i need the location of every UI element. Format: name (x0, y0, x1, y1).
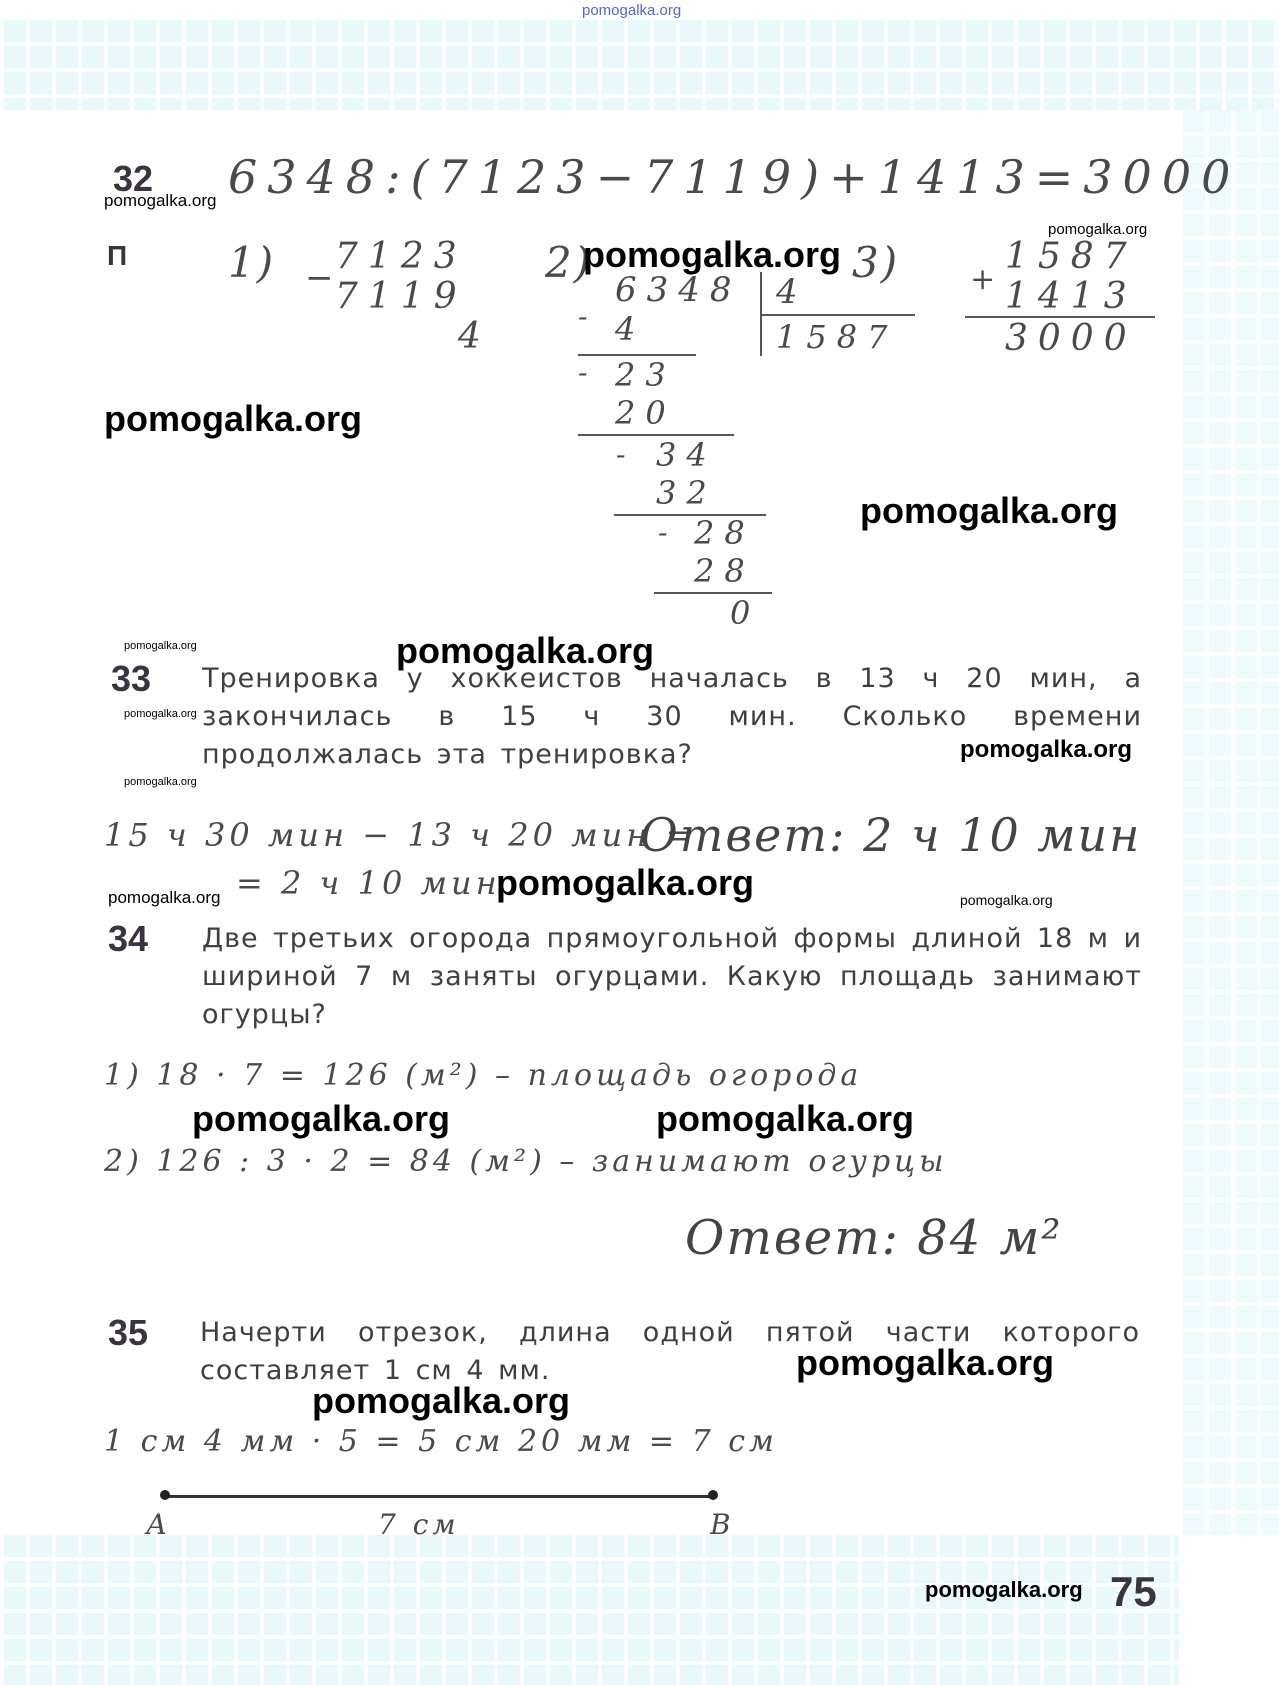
watermark: pomogalka.org (312, 1380, 571, 1421)
watermark: pomogalka.org (960, 736, 1133, 763)
step1-bottom: 7119 (335, 276, 467, 317)
step2-dividend: 6348 (615, 270, 742, 310)
task-32-number: 32 (113, 158, 154, 199)
watermark: pomogalka.org (124, 708, 197, 720)
step2-quotient: 1587 (776, 318, 898, 356)
division-row: 4 (615, 310, 646, 348)
point-b-label: В (710, 1508, 735, 1541)
division-minus-1: - (578, 300, 598, 333)
page-number: 75 (1110, 1568, 1157, 1615)
task-32-label: П (107, 240, 128, 271)
task-33-text: Тренировка у хоккеистов началась в 13 ч 20 мин, а закончилась в 15 ч 30 мин. Сколько времени продолжалась эта тренировка? (202, 663, 1142, 770)
step1-top: 7123 (335, 236, 467, 277)
top-watermark: pomogalka.org (582, 2, 682, 19)
watermark: pomogalka.org (960, 892, 1053, 908)
division-row: 32 (656, 474, 717, 512)
task-34-number: 34 (108, 918, 149, 959)
point-b-dot (708, 1490, 718, 1500)
division-row: 20 (615, 394, 676, 432)
division-row: 0 (730, 594, 761, 632)
task-34-answer: Ответ: 84 м² (685, 1210, 1063, 1266)
step1-result: 4 (458, 316, 491, 357)
task-33-solution-line2: = 2 ч 10 мин (236, 864, 501, 902)
watermark: pomogalka.org (496, 862, 755, 903)
step2-divisor: 4 (776, 272, 808, 312)
task-32-expression: 6348:(7123−7119)+1413=3000 (228, 150, 1241, 204)
watermark: pomogalka.org (860, 490, 1119, 531)
step3-marker: 3) (852, 238, 900, 287)
task-35-number: 35 (108, 1312, 149, 1353)
task-33-solution-line1: 15 ч 30 мин − 13 ч 20 мин = (104, 816, 697, 854)
step3-sign: + (970, 262, 1006, 297)
point-a-label: А (146, 1508, 172, 1541)
task-34-line1: 1) 18 · 7 = 126 (м²) – площадь огорода (104, 1058, 863, 1093)
task-33-answer: Ответ: 2 ч 10 мин (640, 808, 1142, 862)
task-33-number: 33 (111, 658, 152, 699)
watermark: pomogalka.org (108, 888, 221, 907)
segment-ab (165, 1495, 713, 1498)
watermark: pomogalka.org (925, 1577, 1083, 1602)
watermark: pomogalka.org (656, 1098, 915, 1139)
point-a-dot (160, 1490, 170, 1500)
watermark: pomogalka.org (1048, 221, 1148, 238)
step3-bottom: 1413 (1005, 276, 1137, 317)
watermark: pomogalka.org (104, 398, 363, 439)
step3-top: 1587 (1005, 236, 1137, 277)
task-35-solution: 1 см 4 мм · 5 = 5 см 20 мм = 7 см (104, 1424, 778, 1459)
division-divisor-line (760, 314, 915, 316)
segment-length-label: 7 см (378, 1508, 460, 1541)
division-row: 34 (656, 436, 717, 474)
task-34-line2: 2) 126 : 3 · 2 = 84 (м²) – занимают огурцы (104, 1144, 948, 1179)
division-minus-4: - (658, 516, 678, 549)
watermark: pomogalka.org (796, 1342, 1055, 1383)
bottom-grid-band (0, 1535, 1179, 1685)
task-35-text: Начерти отрезок, длина одной пятой части которого составляет 1 см 4 мм. (200, 1317, 1140, 1386)
division-row: 28 (694, 552, 755, 590)
step1-sign: − (305, 258, 344, 298)
watermark: pomogalka.org (124, 640, 197, 652)
step3-result: 3000 (1005, 318, 1137, 359)
watermark: pomogalka.org (104, 191, 217, 210)
division-row: 28 (694, 514, 755, 552)
division-minus-2: - (578, 356, 598, 389)
watermark: pomogalka.org (396, 630, 655, 671)
division-minus-3: - (616, 438, 636, 471)
right-grid-band (1179, 110, 1279, 1535)
task-34-text: Две третьих огорода прямоугольной формы длиной 18 м и шириной 7 м заняты огурцами. Какую площадь занимают огурцы? (202, 923, 1142, 1030)
top-grid-band (0, 20, 1279, 110)
watermark: pomogalka.org (192, 1098, 451, 1139)
watermark: pomogalka.org (124, 776, 197, 788)
watermark: pomogalka.org (583, 234, 842, 275)
step2-marker: 2) (545, 238, 593, 287)
step1-marker: 1) (228, 238, 276, 287)
division-row: 23 (615, 356, 676, 394)
